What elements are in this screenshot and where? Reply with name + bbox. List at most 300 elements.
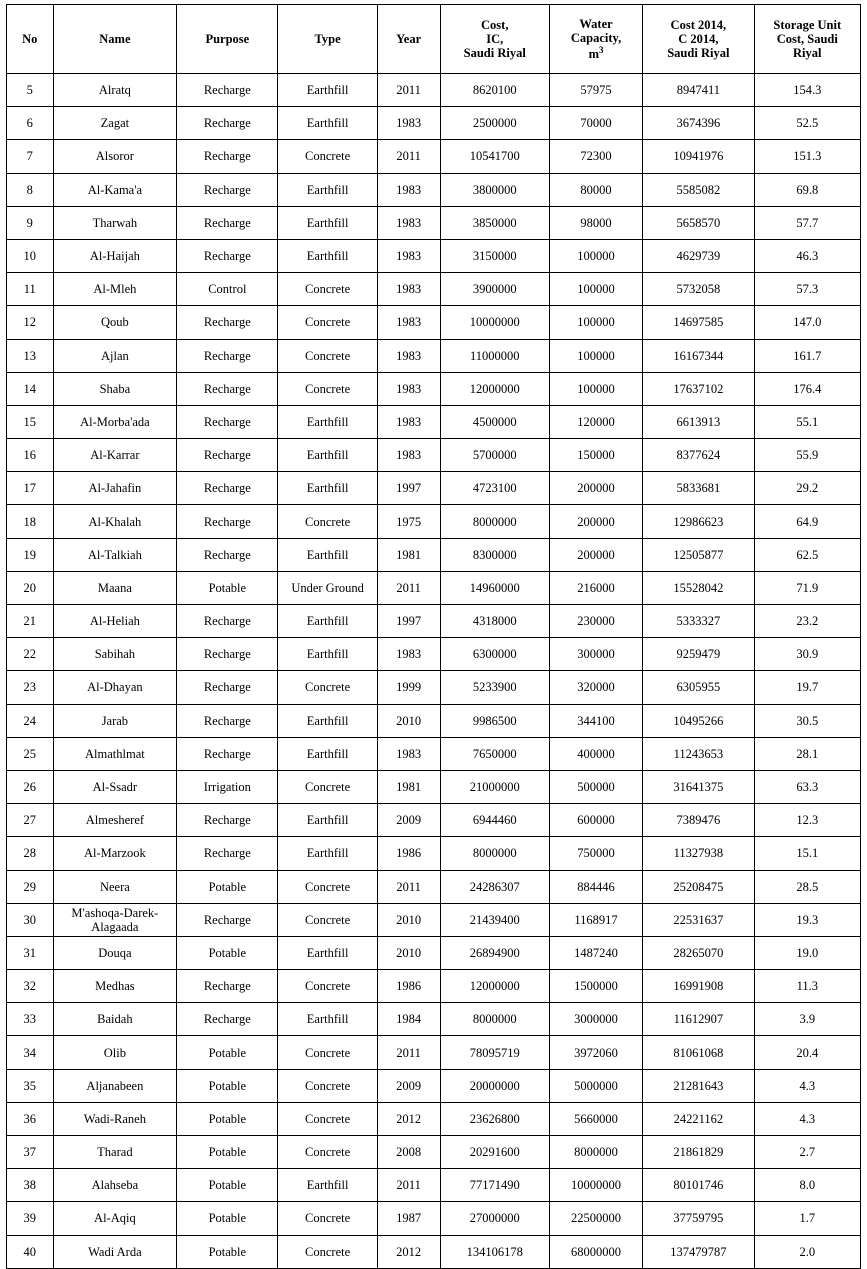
cell-storage-unit-cost: 4.3 — [754, 1102, 860, 1135]
cell-no: 29 — [7, 870, 54, 903]
header-line: IC, — [486, 32, 504, 46]
cell-no: 40 — [7, 1235, 54, 1268]
cell-name: Alahseba — [53, 1169, 177, 1202]
cell-cost-ic: 23626800 — [440, 1102, 549, 1135]
cell-name: Zagat — [53, 107, 177, 140]
cell-cost-ic: 8000000 — [440, 1003, 549, 1036]
cell-year: 2011 — [377, 1036, 440, 1069]
table-row — [7, 1069, 861, 1102]
header-line: Purpose — [205, 32, 250, 46]
cell-no: 11 — [7, 273, 54, 306]
cell-year: 2011 — [377, 571, 440, 604]
cell-type: Earthfill — [278, 837, 377, 870]
cell-purpose: Recharge — [177, 704, 278, 737]
cell-storage-unit-cost: 2.0 — [754, 1235, 860, 1268]
cell-storage-unit-cost: 30.9 — [754, 638, 860, 671]
dams-cost-table — [6, 4, 861, 1269]
cell-name: Al-Karrar — [53, 439, 177, 472]
header-line: Cost, Saudi — [776, 32, 838, 46]
cell-water-capacity: 216000 — [549, 571, 642, 604]
cell-cost-ic: 5700000 — [440, 439, 549, 472]
cell-purpose: Recharge — [177, 1003, 278, 1036]
cell-type: Concrete — [278, 1136, 377, 1169]
cell-type: Concrete — [278, 903, 377, 936]
cell-water-capacity: 120000 — [549, 405, 642, 438]
cell-water-capacity: 344100 — [549, 704, 642, 737]
table-row — [7, 737, 861, 770]
cell-no: 23 — [7, 671, 54, 704]
cell-type: Earthfill — [278, 206, 377, 239]
cell-water-capacity: 80000 — [549, 173, 642, 206]
header-line: Saudi Riyal — [463, 46, 526, 60]
cell-storage-unit-cost: 28.5 — [754, 870, 860, 903]
cell-purpose: Potable — [177, 1169, 278, 1202]
cell-type: Concrete — [278, 505, 377, 538]
cell-water-capacity: 230000 — [549, 605, 642, 638]
cell-type: Earthfill — [278, 472, 377, 505]
table-row — [7, 704, 861, 737]
cell-type: Concrete — [278, 140, 377, 173]
cell-no: 39 — [7, 1202, 54, 1235]
cell-cost-2014: 21281643 — [643, 1069, 754, 1102]
cell-year: 1981 — [377, 538, 440, 571]
cell-name: Tharad — [53, 1136, 177, 1169]
cell-cost-ic: 12000000 — [440, 970, 549, 1003]
cell-storage-unit-cost: 19.0 — [754, 936, 860, 969]
cell-water-capacity: 68000000 — [549, 1235, 642, 1268]
cell-type: Earthfill — [278, 74, 377, 107]
cell-no: 12 — [7, 306, 54, 339]
cell-type: Earthfill — [278, 107, 377, 140]
cell-no: 21 — [7, 605, 54, 638]
cell-year: 2012 — [377, 1102, 440, 1135]
cell-purpose: Control — [177, 273, 278, 306]
cell-year: 2012 — [377, 1235, 440, 1268]
cell-cost-2014: 5333327 — [643, 605, 754, 638]
cell-no: 5 — [7, 74, 54, 107]
cell-type: Earthfill — [278, 936, 377, 969]
header-line-units: $m^3$ — [588, 44, 604, 62]
header-line: Storage Unit — [773, 18, 842, 32]
cell-cost-2014: 3674396 — [643, 107, 754, 140]
cell-name: Alratq — [53, 74, 177, 107]
header-line: Type — [314, 32, 341, 46]
cell-year: 1986 — [377, 970, 440, 1003]
cell-year: 1975 — [377, 505, 440, 538]
cell-no: 30 — [7, 903, 54, 936]
cell-cost-ic: 14960000 — [440, 571, 549, 604]
table-row — [7, 671, 861, 704]
table-row — [7, 1235, 861, 1268]
cell-name: Olib — [53, 1036, 177, 1069]
cell-cost-ic: 24286307 — [440, 870, 549, 903]
cell-water-capacity: 57975 — [549, 74, 642, 107]
cell-purpose: Recharge — [177, 140, 278, 173]
cell-type: Concrete — [278, 671, 377, 704]
cell-type: Concrete — [278, 970, 377, 1003]
cell-year: 1983 — [377, 372, 440, 405]
cell-purpose: Recharge — [177, 107, 278, 140]
cell-cost-2014: 6305955 — [643, 671, 754, 704]
cell-no: 18 — [7, 505, 54, 538]
cell-name: Neera — [53, 870, 177, 903]
cell-cost-ic: 21000000 — [440, 770, 549, 803]
table-row — [7, 239, 861, 272]
table-row — [7, 538, 861, 571]
cell-water-capacity: 200000 — [549, 538, 642, 571]
cell-cost-ic: 4318000 — [440, 605, 549, 638]
cell-purpose: Recharge — [177, 439, 278, 472]
cell-name: Al-Marzook — [53, 837, 177, 870]
cell-purpose: Potable — [177, 1036, 278, 1069]
cell-no: 32 — [7, 970, 54, 1003]
cell-storage-unit-cost: 2.7 — [754, 1136, 860, 1169]
cell-storage-unit-cost: 57.3 — [754, 273, 860, 306]
cell-no: 6 — [7, 107, 54, 140]
cell-water-capacity: 884446 — [549, 870, 642, 903]
cell-cost-ic: 20000000 — [440, 1069, 549, 1102]
cell-year: 1983 — [377, 405, 440, 438]
cell-purpose: Recharge — [177, 173, 278, 206]
cell-storage-unit-cost: 29.2 — [754, 472, 860, 505]
cell-year: 1983 — [377, 173, 440, 206]
cell-water-capacity: 8000000 — [549, 1136, 642, 1169]
cell-name: Wadi Arda — [53, 1235, 177, 1268]
cell-cost-2014: 31641375 — [643, 770, 754, 803]
header-line: Name — [99, 32, 131, 46]
cell-cost-2014: 6613913 — [643, 405, 754, 438]
cell-storage-unit-cost: 8.0 — [754, 1169, 860, 1202]
cell-cost-2014: 5732058 — [643, 273, 754, 306]
table-row — [7, 372, 861, 405]
cell-no: 34 — [7, 1036, 54, 1069]
cell-type: Earthfill — [278, 239, 377, 272]
cell-no: 7 — [7, 140, 54, 173]
cell-name: Aljanabeen — [53, 1069, 177, 1102]
cell-name: Al-Jahafin — [53, 472, 177, 505]
cell-year: 1983 — [377, 439, 440, 472]
table-row — [7, 970, 861, 1003]
cell-year: 2008 — [377, 1136, 440, 1169]
header-line: No — [22, 32, 38, 46]
cell-water-capacity: 5660000 — [549, 1102, 642, 1135]
cell-cost-ic: 4723100 — [440, 472, 549, 505]
cell-cost-2014: 81061068 — [643, 1036, 754, 1069]
cell-type: Earthfill — [278, 605, 377, 638]
cell-name: Medhas — [53, 970, 177, 1003]
cell-cost-2014: 12505877 — [643, 538, 754, 571]
cell-cost-2014: 15528042 — [643, 571, 754, 604]
cell-cost-ic: 4500000 — [440, 405, 549, 438]
cell-year: 1983 — [377, 339, 440, 372]
cell-storage-unit-cost: 55.9 — [754, 439, 860, 472]
cell-cost-2014: 10941976 — [643, 140, 754, 173]
cell-storage-unit-cost: 4.3 — [754, 1069, 860, 1102]
cell-no: 28 — [7, 837, 54, 870]
cell-year: 2009 — [377, 804, 440, 837]
cell-type: Earthfill — [278, 1169, 377, 1202]
cell-purpose: Potable — [177, 1102, 278, 1135]
cell-year: 1984 — [377, 1003, 440, 1036]
cell-purpose: Potable — [177, 571, 278, 604]
cell-no: 24 — [7, 704, 54, 737]
cell-cost-ic: 3850000 — [440, 206, 549, 239]
cell-cost-2014: 8947411 — [643, 74, 754, 107]
table-row — [7, 1036, 861, 1069]
cell-purpose: Potable — [177, 936, 278, 969]
cell-cost-2014: 12986623 — [643, 505, 754, 538]
cell-cost-ic: 7650000 — [440, 737, 549, 770]
cell-cost-2014: 8377624 — [643, 439, 754, 472]
cell-name: Al-Haijah — [53, 239, 177, 272]
cell-water-capacity: 200000 — [549, 505, 642, 538]
cell-type: Concrete — [278, 1102, 377, 1135]
table-row — [7, 339, 861, 372]
cell-cost-ic: 10000000 — [440, 306, 549, 339]
cell-cost-ic: 8000000 — [440, 505, 549, 538]
table-row — [7, 439, 861, 472]
cell-year: 1983 — [377, 737, 440, 770]
column-header-year — [377, 5, 440, 74]
cell-no: 36 — [7, 1102, 54, 1135]
cell-cost-ic: 12000000 — [440, 372, 549, 405]
cell-no: 31 — [7, 936, 54, 969]
cell-name: Qoub — [53, 306, 177, 339]
cell-purpose: Recharge — [177, 306, 278, 339]
cell-cost-ic: 9986500 — [440, 704, 549, 737]
cell-cost-ic: 3150000 — [440, 239, 549, 272]
cell-storage-unit-cost: 52.5 — [754, 107, 860, 140]
cell-purpose: Potable — [177, 1069, 278, 1102]
cell-cost-ic: 6944460 — [440, 804, 549, 837]
header-line: C 2014, — [678, 32, 719, 46]
cell-cost-2014: 17637102 — [643, 372, 754, 405]
cell-name: Baidah — [53, 1003, 177, 1036]
cell-purpose: Potable — [177, 1136, 278, 1169]
cell-storage-unit-cost: 20.4 — [754, 1036, 860, 1069]
cell-cost-ic: 8300000 — [440, 538, 549, 571]
table-row — [7, 273, 861, 306]
cell-no: 20 — [7, 571, 54, 604]
cell-storage-unit-cost: 46.3 — [754, 239, 860, 272]
column-header-name — [53, 5, 177, 74]
cell-purpose: Recharge — [177, 472, 278, 505]
table-row — [7, 804, 861, 837]
cell-no: 33 — [7, 1003, 54, 1036]
cell-cost-ic: 134106178 — [440, 1235, 549, 1268]
cell-purpose: Recharge — [177, 505, 278, 538]
cell-type: Earthfill — [278, 538, 377, 571]
cell-year: 2010 — [377, 704, 440, 737]
cell-name: Al-Heliah — [53, 605, 177, 638]
table-row — [7, 74, 861, 107]
cell-purpose: Potable — [177, 870, 278, 903]
cell-storage-unit-cost: 11.3 — [754, 970, 860, 1003]
cell-type: Concrete — [278, 339, 377, 372]
cell-storage-unit-cost: 147.0 — [754, 306, 860, 339]
cell-water-capacity: 70000 — [549, 107, 642, 140]
cell-type: Concrete — [278, 1202, 377, 1235]
cell-purpose: Recharge — [177, 671, 278, 704]
cell-no: 22 — [7, 638, 54, 671]
cell-purpose: Recharge — [177, 372, 278, 405]
cell-no: 27 — [7, 804, 54, 837]
cell-cost-ic: 6300000 — [440, 638, 549, 671]
cell-type: Earthfill — [278, 173, 377, 206]
table-row — [7, 903, 861, 936]
table-row — [7, 1202, 861, 1235]
cell-name: Wadi-Raneh — [53, 1102, 177, 1135]
table-row — [7, 306, 861, 339]
cell-type: Concrete — [278, 870, 377, 903]
cell-name: Al-Khalah — [53, 505, 177, 538]
cell-storage-unit-cost: 15.1 — [754, 837, 860, 870]
header-line: Year — [396, 32, 422, 46]
cell-storage-unit-cost: 1.7 — [754, 1202, 860, 1235]
cell-purpose: Recharge — [177, 206, 278, 239]
cell-year: 2009 — [377, 1069, 440, 1102]
cell-cost-ic: 27000000 — [440, 1202, 549, 1235]
cell-storage-unit-cost: 62.5 — [754, 538, 860, 571]
cell-cost-ic: 20291600 — [440, 1136, 549, 1169]
table-header — [7, 5, 861, 74]
cell-water-capacity: 500000 — [549, 770, 642, 803]
cell-year: 2011 — [377, 870, 440, 903]
column-header-storage-unit-cost — [754, 5, 860, 74]
cell-cost-2014: 11612907 — [643, 1003, 754, 1036]
cell-no: 35 — [7, 1069, 54, 1102]
cell-name: Ajlan — [53, 339, 177, 372]
cell-cost-2014: 11243653 — [643, 737, 754, 770]
cell-storage-unit-cost: 19.7 — [754, 671, 860, 704]
cell-year: 2010 — [377, 936, 440, 969]
cell-storage-unit-cost: 28.1 — [754, 737, 860, 770]
cell-storage-unit-cost: 161.7 — [754, 339, 860, 372]
cell-cost-ic: 5233900 — [440, 671, 549, 704]
cell-name: Almesheref — [53, 804, 177, 837]
table-row — [7, 1136, 861, 1169]
cell-name: Jarab — [53, 704, 177, 737]
cell-water-capacity: 200000 — [549, 472, 642, 505]
cell-year: 1997 — [377, 605, 440, 638]
cell-storage-unit-cost: 69.8 — [754, 173, 860, 206]
cell-cost-2014: 21861829 — [643, 1136, 754, 1169]
cell-year: 1997 — [377, 472, 440, 505]
cell-water-capacity: 98000 — [549, 206, 642, 239]
cell-cost-2014: 5585082 — [643, 173, 754, 206]
cell-name: Shaba — [53, 372, 177, 405]
cell-cost-ic: 8000000 — [440, 837, 549, 870]
cell-name: Alsoror — [53, 140, 177, 173]
column-header-purpose — [177, 5, 278, 74]
cell-cost-2014: 10495266 — [643, 704, 754, 737]
cell-water-capacity: 5000000 — [549, 1069, 642, 1102]
cell-name: Al-Morba'ada — [53, 405, 177, 438]
cell-cost-2014: 11327938 — [643, 837, 754, 870]
cell-water-capacity: 3972060 — [549, 1036, 642, 1069]
cell-purpose: Irrigation — [177, 770, 278, 803]
cell-type: Under Ground — [278, 571, 377, 604]
cell-cost-ic: 8620100 — [440, 74, 549, 107]
cell-name: Al-Aqiq — [53, 1202, 177, 1235]
cell-water-capacity: 750000 — [549, 837, 642, 870]
cell-year: 1981 — [377, 770, 440, 803]
column-header-cost-2014 — [643, 5, 754, 74]
cell-type: Concrete — [278, 273, 377, 306]
cell-cost-ic: 77171490 — [440, 1169, 549, 1202]
cell-no: 10 — [7, 239, 54, 272]
cell-water-capacity: 100000 — [549, 239, 642, 272]
cell-type: Earthfill — [278, 439, 377, 472]
table-row — [7, 870, 861, 903]
cell-no: 26 — [7, 770, 54, 803]
cell-water-capacity: 100000 — [549, 339, 642, 372]
cell-cost-ic: 3800000 — [440, 173, 549, 206]
table-row — [7, 1003, 861, 1036]
cell-year: 2010 — [377, 903, 440, 936]
column-header-water-capacity — [549, 5, 642, 74]
cell-water-capacity: 1487240 — [549, 936, 642, 969]
cell-purpose: Recharge — [177, 737, 278, 770]
cell-no: 14 — [7, 372, 54, 405]
cell-storage-unit-cost: 154.3 — [754, 74, 860, 107]
table-row — [7, 837, 861, 870]
table-row — [7, 405, 861, 438]
cell-name: Tharwah — [53, 206, 177, 239]
cell-type: Concrete — [278, 770, 377, 803]
header-line: Saudi Riyal — [667, 46, 730, 60]
cell-water-capacity: 100000 — [549, 273, 642, 306]
cell-no: 25 — [7, 737, 54, 770]
cell-no: 8 — [7, 173, 54, 206]
table-row — [7, 472, 861, 505]
cell-type: Concrete — [278, 306, 377, 339]
cell-storage-unit-cost: 55.1 — [754, 405, 860, 438]
cell-cost-2014: 80101746 — [643, 1169, 754, 1202]
cell-type: Earthfill — [278, 737, 377, 770]
cell-name: Al-Kama'a — [53, 173, 177, 206]
table-body — [7, 74, 861, 1269]
cell-name: Al-Mleh — [53, 273, 177, 306]
cell-cost-ic: 2500000 — [440, 107, 549, 140]
cell-name: M'ashoqa-Darek-Alagaada — [53, 903, 177, 936]
table-row — [7, 505, 861, 538]
cell-storage-unit-cost: 19.3 — [754, 903, 860, 936]
table-row — [7, 605, 861, 638]
cell-type: Earthfill — [278, 1003, 377, 1036]
cell-cost-2014: 28265070 — [643, 936, 754, 969]
cell-year: 1999 — [377, 671, 440, 704]
cell-water-capacity: 300000 — [549, 638, 642, 671]
table-row — [7, 638, 861, 671]
cell-year: 2011 — [377, 74, 440, 107]
cell-cost-2014: 7389476 — [643, 804, 754, 837]
cell-no: 37 — [7, 1136, 54, 1169]
header-line: Riyal — [793, 46, 822, 60]
table-header-row — [7, 5, 861, 74]
cell-year: 1983 — [377, 306, 440, 339]
header-line: Water — [579, 16, 613, 31]
cell-year: 1983 — [377, 273, 440, 306]
cell-water-capacity: 22500000 — [549, 1202, 642, 1235]
cell-type: Earthfill — [278, 405, 377, 438]
cell-purpose: Recharge — [177, 405, 278, 438]
cell-cost-2014: 24221162 — [643, 1102, 754, 1135]
cell-name: Al-Ssadr — [53, 770, 177, 803]
cell-storage-unit-cost: 71.9 — [754, 571, 860, 604]
cell-water-capacity: 72300 — [549, 140, 642, 173]
cell-water-capacity: 400000 — [549, 737, 642, 770]
